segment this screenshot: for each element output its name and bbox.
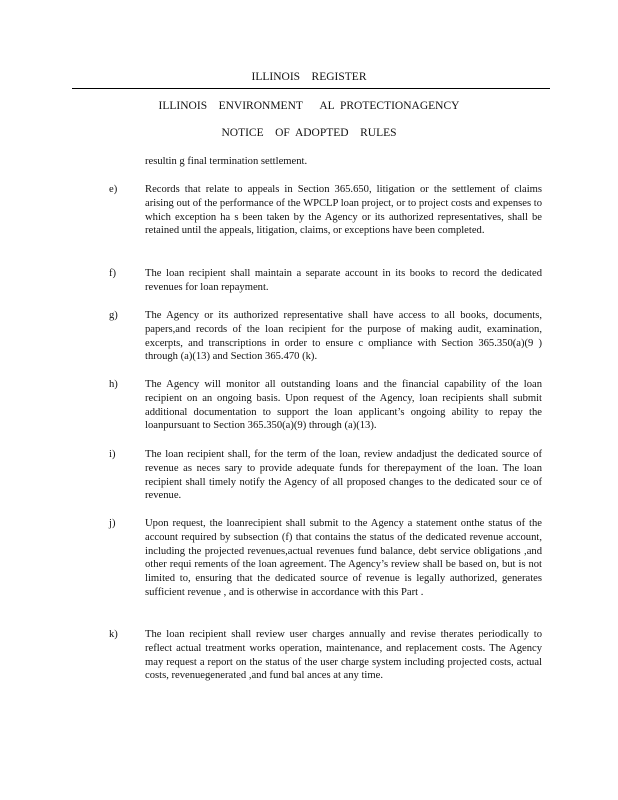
- item-text: Records that relate to appeals in Section 365.650, litigation or the settlement of claims arising out of the performance of the WPCLP loan project, or to project costs and expenses to which exception ha s been taken by the Agency or its authorized representatives, shall be retained until the appeals, litigation, claims, or exceptions have been completed.: [145, 184, 542, 237]
- item-text: The loan recipient shall review user charges annually and revise therates periodically to reflect actual treatment works operation, maintenance, and replacement costs. The Agency may request a report on the status of the user charge system including projected costs, actual costs, revenuegenerated ,and fund bal ances at any time.: [145, 629, 542, 682]
- item-text: The Agency or its authorized representative shall have access to all books, documents, papers,and records of the loan recipient for the purpose of making audit, examination, excerpts, and transcriptions in order to ensure c ompliance with Section 365.350(a)(9 ) through (a)(13) and Section 365.470 (k).: [145, 310, 542, 363]
- agency-title: ILLINOIS ENVIRONMENT AL PROTECTIONAGENCY: [158, 100, 460, 112]
- header-rule: [72, 88, 550, 89]
- item-text: The loan recipient shall maintain a separate account in its books to record the dedicated revenues for loan repayment.: [145, 268, 542, 293]
- item-text: The Agency will monitor all outstanding loans and the financial capability of the loan recipient on an ongoing basis. Upon request of the Agency, loan recipients shall submit additional documentation to support the loan applicant’s ongoing ability to repay the loanpursuant to Section 365.350(a)(9) through (a)(13).: [145, 379, 542, 432]
- item-text: Upon request, the loanrecipient shall submit to the Agency a statement onthe status of the account required by subsection (f) that contains the status of the dedicated revenue account, including the projected revenues,actual revenues fund balance, debt service obligations ,and other requi rements of the loan agreement. The Agency’s review shall be based on, but is not limited to, ensuring that the dedicated source of revenue is legally authorized, generates sufficient revenue , and is otherwise in accordance with this Part .: [145, 518, 542, 598]
- continuation-text: resultin g final termination settlement.: [145, 156, 308, 167]
- item-text: The loan recipient shall, for the term of the loan, review andadjust the dedicated source of revenue as neces sary to provide adequate funds for therepayment of the loan. The loan recipient shall timely notify the Agency of all proposed changes to the dedicated sour ce of revenue.: [145, 449, 542, 502]
- item-label: k): [109, 629, 118, 640]
- item-label: i): [109, 449, 116, 460]
- item-label: g): [109, 310, 118, 321]
- item-label: h): [109, 379, 118, 390]
- notice-title: NOTICE OF ADOPTED RULES: [221, 127, 397, 139]
- item-label: f): [109, 268, 117, 279]
- item-label: j): [109, 518, 116, 529]
- item-label: e): [109, 184, 118, 195]
- register-title: ILLINOIS REGISTER: [251, 71, 367, 83]
